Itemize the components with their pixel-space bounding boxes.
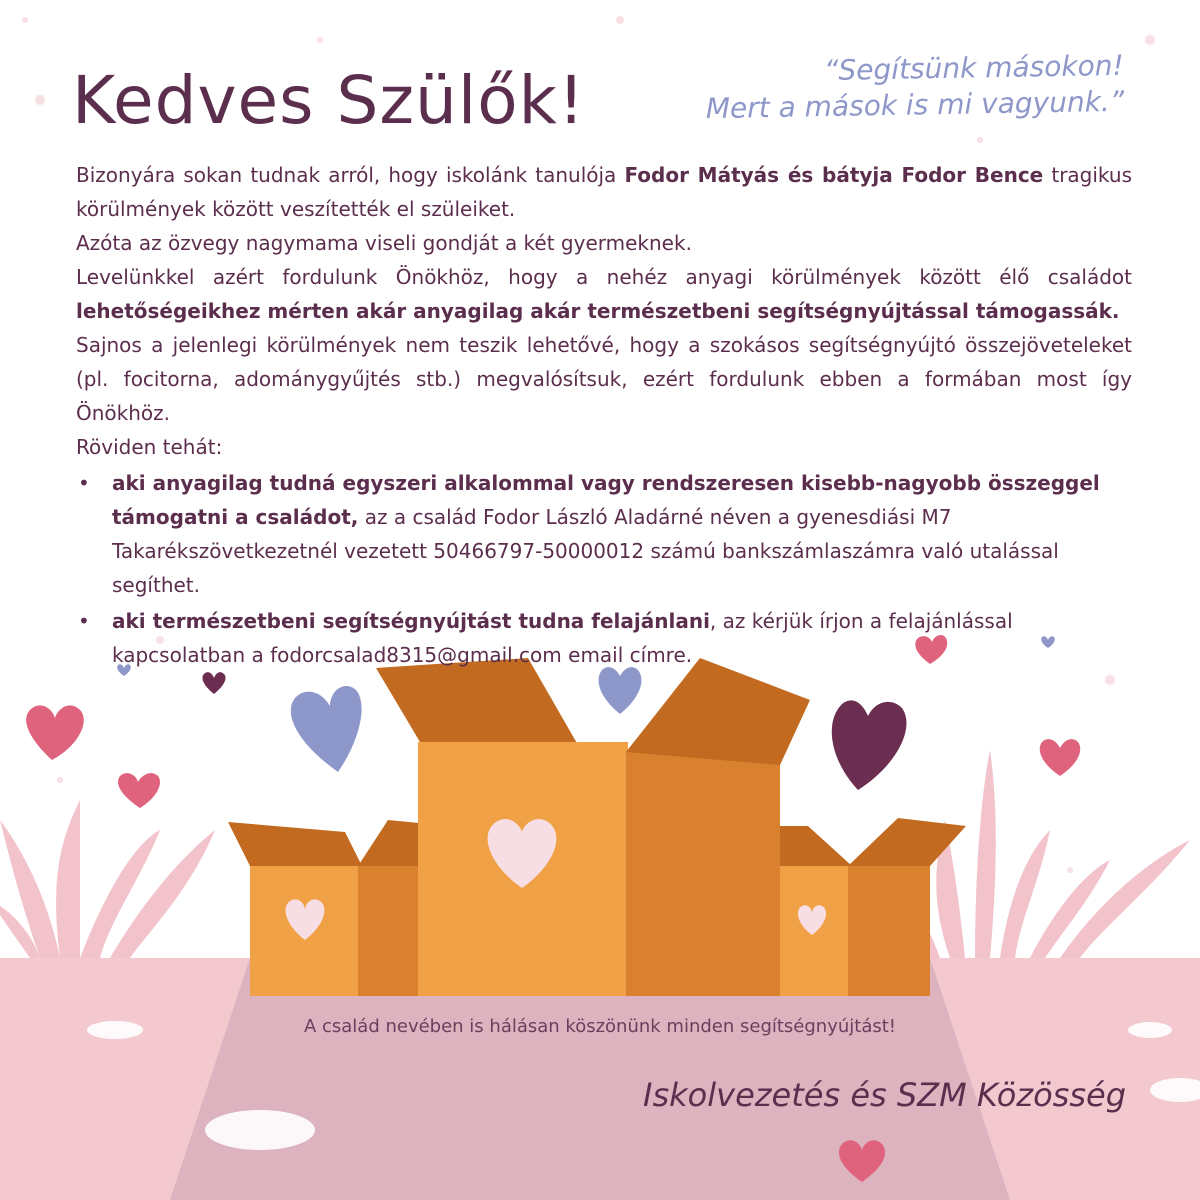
highlight-names: Fodor Mátyás és bátyja Fodor Bence bbox=[624, 163, 1044, 187]
highlight-request: lehetőségeikhez mérten akár anyagilag akár természetbeni segítségnyújtással támogassák. bbox=[76, 299, 1120, 323]
heart-icon bbox=[599, 667, 642, 714]
quote-line: “Segítsünk másokon! bbox=[823, 48, 1124, 88]
text: Bizonyára sokan tudnak arról, hogy iskolánk tanulója bbox=[76, 163, 625, 187]
plant-left bbox=[0, 800, 215, 958]
thanks-text: A család nevében is hálásan köszönünk minden segítségnyújtást! bbox=[303, 1016, 897, 1037]
paragraph bbox=[76, 260, 1132, 328]
box-center bbox=[376, 658, 810, 996]
paragraph: Röviden tehát: bbox=[76, 435, 223, 459]
stone bbox=[87, 1021, 143, 1039]
heart-icon bbox=[202, 672, 225, 694]
text: , az kérjük írjon a felajánlással kapcsolatban a fodorcsalad8315@gmail.com email címre. bbox=[112, 609, 1013, 667]
text: az a család Fodor László Aladárné néven a gyenesdiási M7 Takarékszövetkezetnél vezetett 50466797-50000012 számú bankszámlaszámra való utalással segíthet. bbox=[112, 505, 1059, 597]
list-item bbox=[76, 466, 1132, 602]
text: Levelünkkel azért fordulunk Önökhöz, hogy a nehéz anyagi körülmények között élő családot bbox=[76, 265, 1132, 289]
paragraph: Azóta az özvegy nagymama viseli gondját a két gyermeknek. bbox=[76, 231, 692, 255]
stone bbox=[1128, 1022, 1172, 1038]
signature: Iskolvezetés és SZM Közösség bbox=[643, 1076, 1126, 1114]
text: aki anyagilag tudná egyszeri alkalommal vagy rendszeresen kisebb-nagyobb összeggel támogatni a családot, bbox=[112, 471, 1100, 529]
paragraph: Sajnos a jelenlegi körülmények nem teszik lehetővé, hogy a szokásos segítségnyújtó összejöveteleket (pl. focitorna, adománygyűjtés stb.) megvalósítsuk, ezért fordulunk ebben a formában most így Önökhöz. bbox=[76, 333, 1132, 425]
list-item bbox=[76, 604, 1132, 672]
heart-icon bbox=[832, 700, 907, 790]
paragraph bbox=[76, 158, 1132, 226]
heart-icon bbox=[26, 705, 84, 760]
heart-icon bbox=[291, 686, 362, 772]
heart-icon bbox=[1040, 739, 1081, 776]
heart-icon bbox=[118, 773, 160, 808]
quote bbox=[643, 48, 1124, 128]
stone bbox=[205, 1110, 315, 1150]
bullet-icon: • bbox=[78, 609, 90, 633]
page-title: Kedves Szülők! bbox=[72, 62, 586, 139]
box-left bbox=[228, 820, 450, 996]
letter-body bbox=[76, 158, 1132, 672]
text: aki természetbeni segítségnyújtást tudna felajánlani bbox=[112, 609, 710, 633]
quote-line: Mert a mások is mi vagyunk.” bbox=[705, 84, 1125, 126]
text: tragikus körülmények között veszítették el szüleiket. bbox=[76, 163, 1132, 221]
bullet-icon: • bbox=[78, 471, 90, 495]
bullet-list bbox=[76, 466, 1132, 672]
